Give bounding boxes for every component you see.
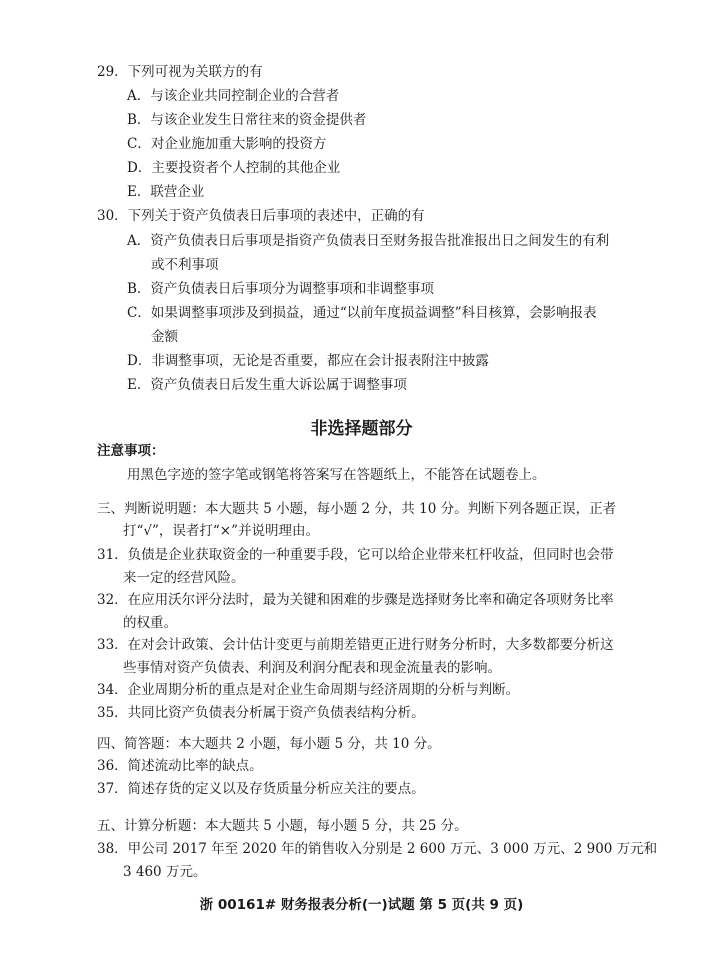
q30-option-d: D．非调整事项，无论是否重要，都应在会计报表附注中披露 [127, 353, 489, 369]
question-32: 32．在应用沃尔评分法时，最为关键和困难的步骤是选择财务比率和确定各项财务比率 [97, 592, 614, 608]
q30-option-a: A．资产负债表日后事项是指资产负债表日至财务报告批准报出日之间发生的有利 [127, 233, 610, 249]
page-footer: 浙 00161# 财务报表分析(一)试题 第 5 页(共 9 页) [199, 897, 524, 913]
question-38: 38．甲公司 2017 年至 2020 年的销售收入分别是 2 600 万元、3 000 万元、2 900 万元和 [97, 841, 658, 857]
question-32-cont: 的权重。 [123, 615, 177, 631]
question-38-cont: 3 460 万元。 [123, 864, 207, 880]
q30-option-e: E．资产负债表日后发生重大诉讼属于调整事项 [127, 377, 407, 393]
question-29-stem: 29．下列可视为关联方的有 [97, 64, 263, 80]
question-33-cont: 些事情对资产负债表、利润及利润分配表和现金流量表的影响。 [123, 660, 501, 676]
q29-option-b: B．与该企业发生日常往来的资金提供者 [127, 112, 367, 128]
question-31: 31．负债是企业获取资金的一种重要手段，它可以给企业带来杠杆收益，但同时也会带 [97, 547, 614, 563]
part4-heading: 四、简答题：本大题共 2 小题，每小题 5 分，共 10 分。 [97, 736, 441, 752]
q29-option-d: D．主要投资者个人控制的其他企业 [127, 160, 341, 176]
question-36: 36．简述流动比率的缺点。 [97, 758, 263, 774]
question-34: 34．企业周期分析的重点是对企业生命周期与经济周期的分析与判断。 [97, 682, 520, 698]
q30-option-a-cont: 或不利事项 [151, 257, 219, 273]
notice-label: 注意事项： [97, 443, 165, 459]
q29-option-c: C．对企业施加重大影响的投资方 [127, 136, 327, 152]
question-31-cont: 来一定的经营风险。 [123, 570, 245, 586]
question-33: 33．在对会计政策、会计估计变更与前期差错更正进行财务分析时，大多数都要分析这 [97, 637, 614, 653]
question-37: 37．简述存货的定义以及存货质量分析应关注的要点。 [97, 781, 425, 797]
q30-option-b: B．资产负债表日后事项分为调整事项和非调整事项 [127, 281, 434, 297]
q30-option-c-cont: 金额 [151, 329, 178, 345]
question-35: 35．共同比资产负债表分析属于资产负债表结构分析。 [97, 705, 425, 721]
part5-heading: 五、计算分析题：本大题共 5 小题，每小题 5 分，共 25 分。 [97, 818, 468, 834]
q29-option-e: E．联营企业 [127, 184, 205, 200]
notice-text: 用黑色字迹的签字笔或钢笔将答案写在答题纸上，不能答在试题卷上。 [127, 467, 546, 483]
q30-option-c: C．如果调整事项涉及到损益，通过“以前年度损益调整”科目核算，会影响报表 [127, 305, 597, 321]
question-30-stem: 30．下列关于资产负债表日后事项的表述中，正确的有 [97, 208, 425, 224]
q29-option-a: A．与该企业共同控制企业的合营者 [127, 88, 340, 104]
part3-heading-cont: 打“√”，误者打“×”并说明理由。 [123, 523, 320, 539]
part3-heading: 三、判断说明题：本大题共 5 小题，每小题 2 分，共 10 分。判断下列各题正误，正者 [97, 501, 617, 517]
section-title: 非选择题部分 [310, 419, 413, 439]
